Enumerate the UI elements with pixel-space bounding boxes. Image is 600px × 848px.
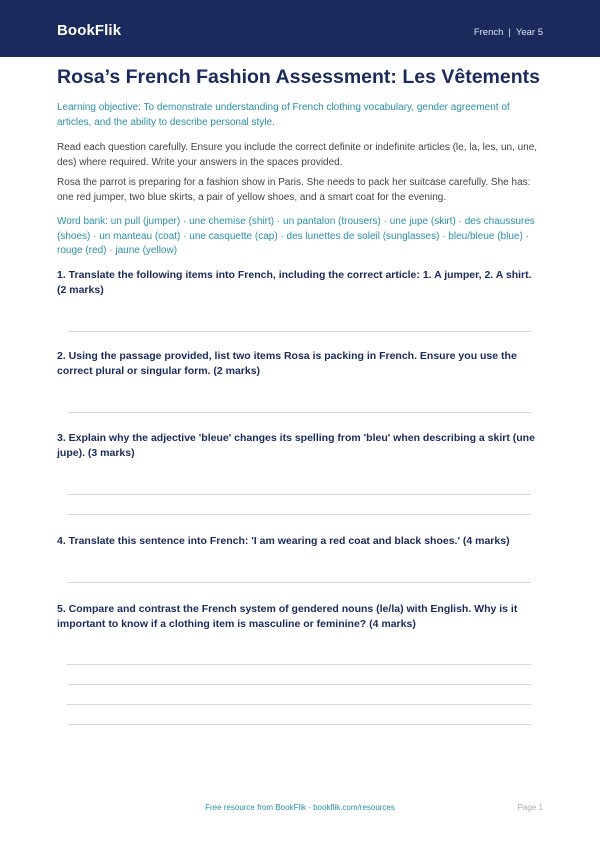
answer-line[interactable]	[67, 684, 531, 685]
header-meta	[474, 27, 543, 38]
subject-label: French	[473, 27, 504, 38]
answer-line[interactable]	[67, 494, 531, 495]
page-title: Rosa’s French Fashion Assessment: Les Vêtements	[57, 66, 540, 88]
answer-line[interactable]	[67, 514, 531, 515]
question-1: 1. Translate the following items into French, including the correct article: 1. A jumper, 2. A shirt. (2 marks)	[57, 269, 532, 296]
page-header	[0, 0, 600, 57]
question-5: 5. Compare and contrast the French system of gendered nouns (le/la) with English. Why is it important to know if a clothing item is masculine or feminine? (4 marks)	[57, 603, 518, 630]
question-2: 2. Using the passage provided, list two items Rosa is packing in French. Ensure you use the correct plural or singular form. (2 marks)	[57, 350, 517, 377]
footer-credit-link[interactable]: Free resource from BookFlik · bookflik.com/resources	[205, 803, 395, 812]
word-bank: Word bank: un pull (jumper) · une chemise (shirt) · un pantalon (trousers) · une jupe (skirt) · des chaussures (shoes) · un manteau (coat) · une casquette (cap) · des lunettes de soleil (sunglasses) · bleu/bleue (blue) · rouge (red) · jaune (yellow)	[57, 216, 535, 256]
answer-line[interactable]	[67, 664, 531, 665]
question-3: 3. Explain why the adjective 'bleue' changes its spelling from 'bleu' when describing a skirt (une jupe). (3 marks)	[57, 432, 535, 459]
brand-logo-text: BookFlik	[57, 22, 122, 39]
learning-objective: Learning objective: To demonstrate understanding of French clothing vocabulary, gender agreement of articles, and the ability to describe personal style.	[57, 102, 510, 128]
question-4: 4. Translate this sentence into French: 'I am wearing a red coat and black shoes.' (4 marks)	[57, 535, 510, 547]
page-footer	[0, 803, 600, 815]
answer-line[interactable]	[67, 582, 531, 583]
answer-line[interactable]	[67, 331, 531, 332]
answer-line[interactable]	[67, 412, 531, 413]
answer-line[interactable]	[67, 724, 531, 725]
worksheet-intro	[57, 66, 543, 259]
answer-line[interactable]	[67, 704, 531, 705]
header-separator: |	[508, 27, 511, 38]
level-label: Year 5	[515, 27, 543, 38]
page-number: Page 1	[517, 803, 543, 812]
reading-passage: Rosa the parrot is preparing for a fashion show in Paris. She needs to pack her suitcase carefully. She has: one red jumper, two blue skirts, a pair of yellow shoes, and a smart coat for the evening.	[57, 177, 531, 203]
instructions: Read each question carefully. Ensure you include the correct definite or indefinite articles (le, la, les, un, une, des) where required. Write your answers in the spaces provided.	[57, 142, 538, 168]
